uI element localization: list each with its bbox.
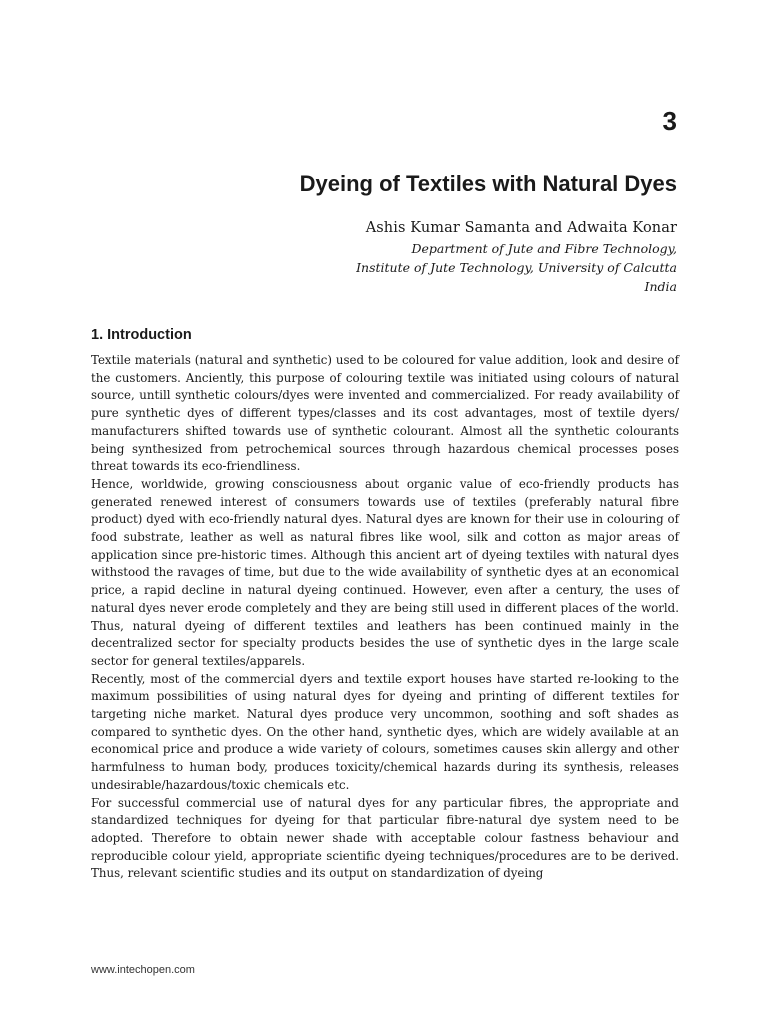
footer-url: www.intechopen.com — [91, 964, 195, 976]
affiliation-line-1: Department of Jute and Fibre Technology, — [411, 241, 677, 256]
body-text — [91, 352, 679, 883]
paragraph-4: For successful commercial use of natural dyes for any particular fibres, the appropriate and standardized techniques for dyeing for that particular fibre-natural dye system need to be adopted. Therefore to obtain newer shade with acceptable colour fastness behaviour and reproducible colour yield, appropriate scientific dyeing techniques/procedures are to be derived. Thus, relevant scientific studies and its output on standardization of dyeing — [91, 795, 679, 881]
chapter-number: 3 — [662, 106, 677, 136]
paragraph-2: Hence, worldwide, growing consciousness about organic value of eco-friendly products has generated renewed interest of consumers towards use of textiles (preferably natural fibre product) dyed with eco-friendly natural dyes. Natural dyes are known for their use in colouring of food substrate, leather as well as natural fibres like wool, silk and cotton as major areas of application since pre-historic times. Although this ancient art of dyeing textiles with natural dyes withstood the ravages of time, but due to the wide availability of synthetic dyes at an economical price, a rapid decline in natural dyeing continued. However, even after a century, the uses of natural dyes never erode completely and they are being still used in different places of the world. Thus, natural dyeing of different textiles and leathers has been continued mainly in the decentralized sector for specialty products besides the use of synthetic dyes in the large scale sector for general textiles/apparels. — [91, 476, 679, 668]
paragraph-1: Textile materials (natural and synthetic) used to be coloured for value addition, look and desire of the customers. Anciently, this purpose of colouring textile was initiated using colours of natural source, untill synthetic colours/dyes were invented and commercialized. For ready availability of pure synthetic dyes of different types/classes and its cost advantages, most of textile dyers/ manufacturers shifted towards use of synthetic colourant. Almost all the synthetic colourants being synthesized from petrochemical sources through hazardous chemical processes poses threat towards its eco-friendliness. — [91, 353, 679, 474]
author-names: Ashis Kumar Samanta and Adwaita Konar — [365, 220, 677, 236]
paragraph-3: Recently, most of the commercial dyers and textile export houses have started re-looking to the maximum possibilities of using natural dyes for dyeing and printing of different textiles for targeting niche market. Natural dyes produce very uncommon, soothing and soft shades as compared to synthetic dyes. On the other hand, synthetic dyes, which are widely available at an economical price and produce a wide variety of colours, sometimes causes skin allergy and other harmfulness to human body, produces toxicity/chemical hazards during its synthesis, releases undesirable/hazardous/toxic chemicals etc. — [91, 671, 679, 792]
affiliation-line-3: India — [644, 279, 677, 294]
author-block — [356, 218, 677, 296]
chapter-title: Dyeing of Textiles with Natural Dyes — [299, 171, 677, 196]
affiliation-line-2: Institute of Jute Technology, University of Calcutta — [356, 260, 677, 275]
section-heading: 1. Introduction — [91, 327, 192, 343]
